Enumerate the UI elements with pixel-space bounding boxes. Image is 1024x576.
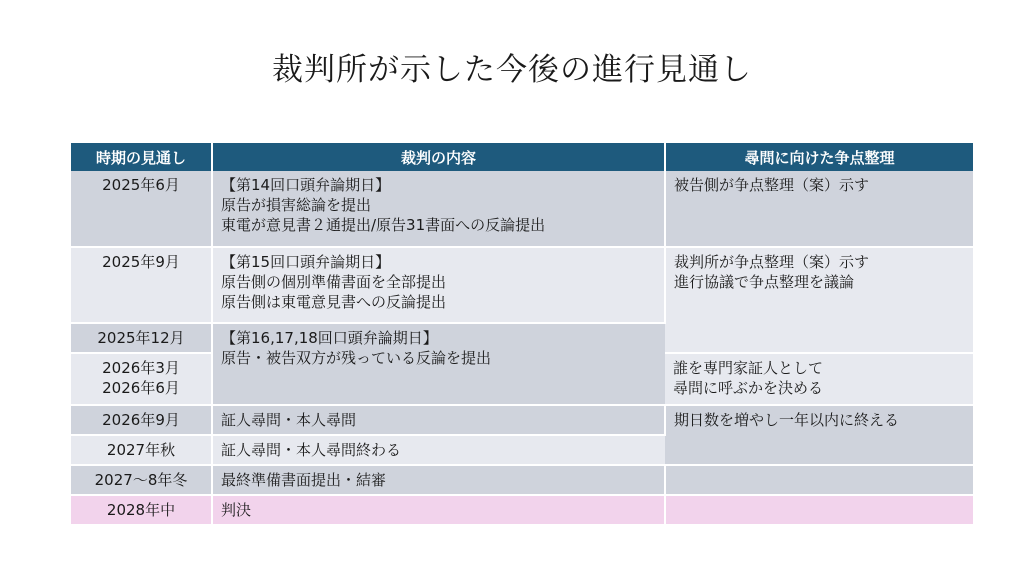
issue-cell — [665, 495, 973, 525]
content-cell: 証人尋問・本人尋問 — [212, 405, 665, 435]
issue-cell: 期日数を増やし一年以内に終える — [665, 405, 973, 465]
content-cell: 最終準備書面提出・結審 — [212, 465, 665, 495]
content-cell: 証人尋問・本人尋問終わる — [212, 435, 665, 465]
table-row — [71, 405, 973, 435]
column-header-issues: 尋問に向けた争点整理 — [665, 143, 973, 171]
column-header-content: 裁判の内容 — [212, 143, 665, 171]
table-header-row — [71, 143, 973, 171]
table-row — [71, 495, 973, 525]
issue-cell: 誰を専門家証人として 尋問に呼ぶかを決める — [665, 353, 973, 405]
period-cell: 2025年6月 — [71, 171, 212, 247]
content-cell: 【第16,17,18回口頭弁論期日】 原告・被告双方が残っている反論を提出 — [212, 323, 665, 405]
table-row — [71, 465, 973, 495]
period-cell: 2026年3月 2026年6月 — [71, 353, 212, 405]
content-cell: 【第14回口頭弁論期日】 原告が損害総論を提出 東電が意見書２通提出/原告31書面への反論提出 — [212, 171, 665, 247]
slide-title: 裁判所が示した今後の進行見通し — [272, 52, 752, 88]
table-row — [71, 171, 973, 247]
issue-cell — [665, 465, 973, 495]
table-row — [71, 247, 973, 323]
period-cell: 2027〜8年冬 — [71, 465, 212, 495]
issue-cell: 被告側が争点整理（案）示す — [665, 171, 973, 247]
period-cell: 2027年秋 — [71, 435, 212, 465]
content-cell: 判決 — [212, 495, 665, 525]
column-header-period: 時期の見通し — [71, 143, 212, 171]
period-cell: 2025年9月 — [71, 247, 212, 323]
period-cell: 2025年12月 — [71, 323, 212, 353]
period-cell: 2026年9月 — [71, 405, 212, 435]
issue-cell: 裁判所が争点整理（案）示す 進行協議で争点整理を議論 — [665, 247, 973, 353]
content-cell: 【第15回口頭弁論期日】 原告側の個別準備書面を全部提出 原告側は東電意見書への反論提出 — [212, 247, 665, 323]
period-cell: 2028年中 — [71, 495, 212, 525]
schedule-table — [71, 143, 973, 526]
